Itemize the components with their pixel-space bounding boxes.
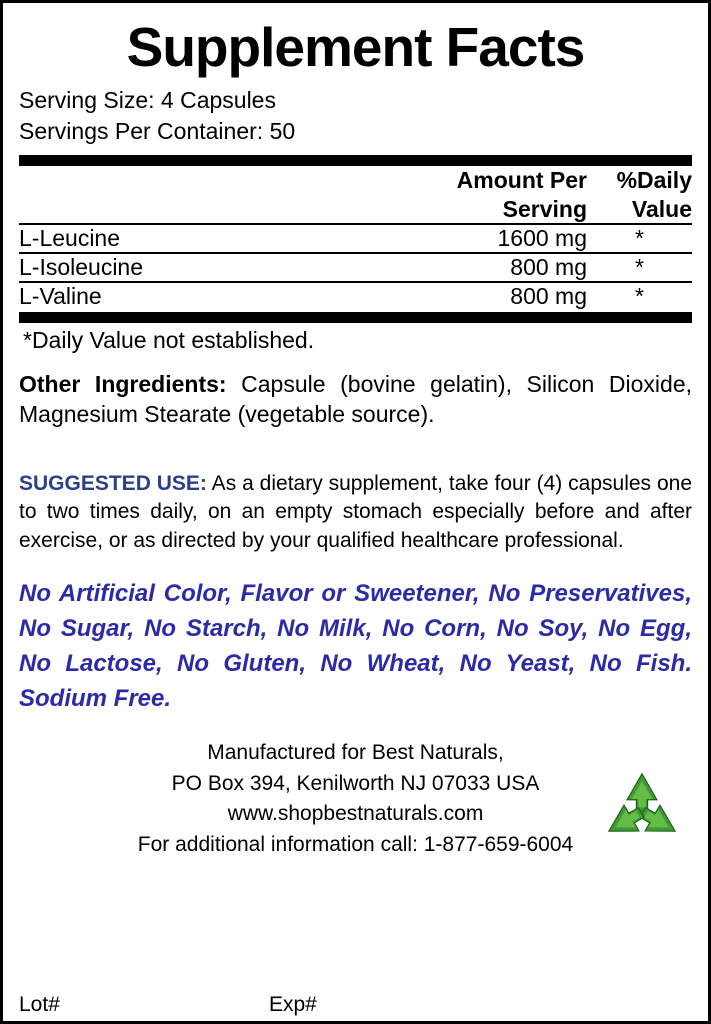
divider-thick-bottom (19, 312, 692, 323)
suggested-use-text: As a dietary supplement, take four (4) capsules one to two times daily, on an empty stomach especially before and after exercise, or as directed by your qualified healthcare professional. (19, 472, 692, 552)
header-daily-value (587, 166, 692, 224)
header-amount-line1: Amount Per (456, 166, 587, 193)
table-row (19, 254, 692, 281)
row-name: L-Leucine (19, 225, 121, 252)
row-daily-value: * (635, 283, 644, 310)
row-amount: 800 mg (510, 254, 587, 281)
lot-label: Lot# (19, 993, 60, 1016)
manufacturer-footer (19, 738, 692, 860)
free-from-claims: No Artificial Color, Flavor or Sweetener, No Preservatives, No Sugar, No Starch, No Milk, No Corn, No Soy, No Egg, No Lactose, No Gluten, No Wheat, No Yeast, No Fish. Sodium Free. (19, 580, 692, 712)
row-amount: 1600 mg (497, 225, 587, 252)
other-ingredients (19, 370, 692, 430)
table-row (19, 283, 692, 310)
row-name: L-Isoleucine (19, 254, 144, 281)
footer-line-website: www.shopbestnaturals.com (227, 802, 484, 826)
recycle-icon (594, 770, 690, 854)
row-daily-value: * (635, 225, 644, 252)
footer-line-company: Manufactured for Best Naturals, (207, 741, 504, 765)
page-title: Supplement Facts (126, 16, 585, 78)
footer-line-phone: For additional information call: 1-877-659-6004 (137, 832, 574, 856)
other-ingredients-text: Capsule (bovine gelatin), Silicon Dioxide, Magnesium Stearate (vegetable source). (19, 371, 692, 428)
other-ingredients-label: Other Ingredients: (19, 371, 227, 398)
row-daily-value: * (635, 254, 644, 281)
header-dv-line2: Value (631, 195, 692, 222)
header-amount-per-serving (377, 166, 587, 224)
serving-info (19, 85, 692, 147)
header-dv-line1: %Daily (616, 166, 692, 193)
row-name: L-Valine (19, 283, 102, 310)
exp-label: Exp# (269, 993, 317, 1016)
suggested-use (19, 470, 692, 555)
table-header-row (19, 166, 692, 224)
header-amount-line2: Serving (502, 195, 587, 222)
lot-exp-line (19, 993, 692, 1017)
suggested-use-label: SUGGESTED USE: (19, 472, 207, 496)
serving-size: Serving Size: 4 Capsules (19, 86, 276, 113)
header-blank (19, 166, 377, 224)
daily-value-footnote: *Daily Value not established. (23, 327, 315, 354)
divider-thick-top (19, 155, 692, 166)
footer-line-address: PO Box 394, Kenilworth NJ 07033 USA (171, 771, 540, 795)
table-row (19, 225, 692, 252)
row-amount: 800 mg (510, 283, 587, 310)
servings-per-container: Servings Per Container: 50 (19, 117, 296, 144)
nutrition-table (19, 166, 692, 311)
